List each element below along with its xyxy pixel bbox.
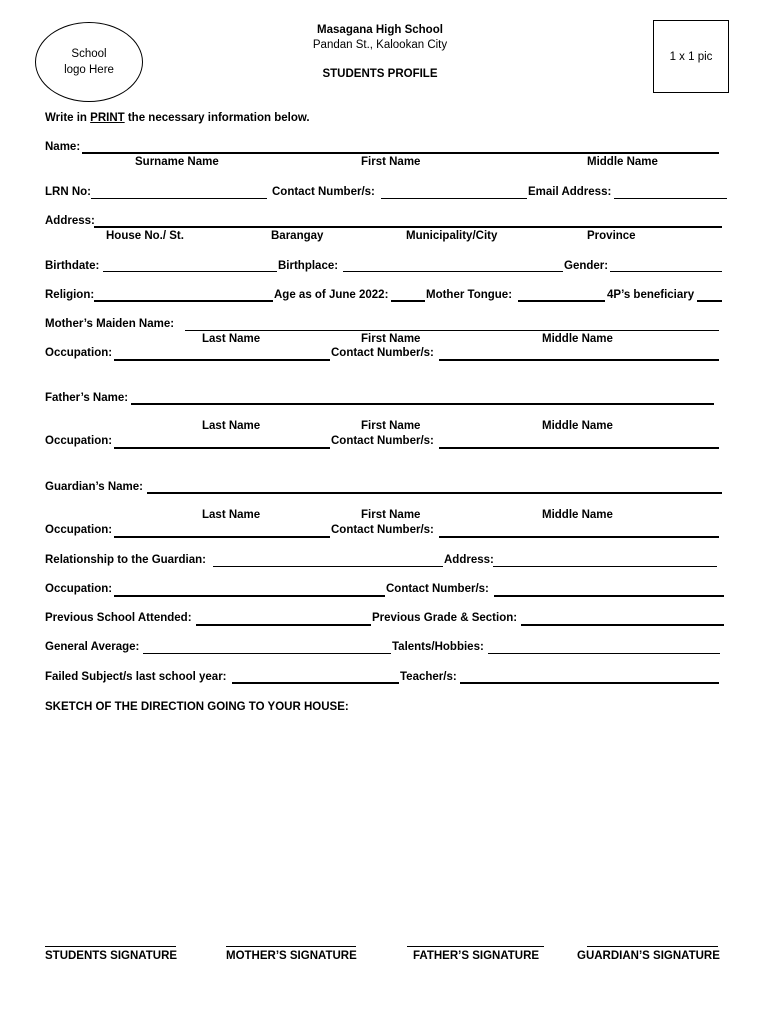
guardian-contact-field[interactable] xyxy=(439,536,719,538)
mother-name-field[interactable] xyxy=(185,330,719,331)
mother-contact-field[interactable] xyxy=(439,359,719,361)
relationship-label: Relationship to the Guardian: xyxy=(45,554,207,566)
age-field[interactable] xyxy=(391,300,425,302)
name-sub-first: First Name xyxy=(361,156,421,168)
occupation-field[interactable] xyxy=(114,595,385,597)
email-field[interactable] xyxy=(614,198,727,199)
school-address: Pandan St., Kalookan City xyxy=(312,39,448,51)
talents-label: Talents/Hobbies: xyxy=(392,641,484,653)
instruction-prefix: Write in xyxy=(45,112,91,124)
form-title: STUDENTS PROFILE xyxy=(322,68,438,80)
student-signature-label: STUDENTS SIGNATURE xyxy=(45,950,178,962)
address-sub-municipality: Municipality/City xyxy=(406,230,498,242)
father-name-field[interactable] xyxy=(131,403,714,405)
birthdate-field[interactable] xyxy=(103,271,277,272)
father-sub-last: Last Name xyxy=(202,420,261,432)
religion-field[interactable] xyxy=(94,300,273,302)
school-logo-placeholder xyxy=(35,22,143,102)
name-sub-middle: Middle Name xyxy=(587,156,658,168)
guardian-sub-middle: Middle Name xyxy=(542,509,613,521)
previous-school-label: Previous School Attended: xyxy=(45,612,192,624)
teacher-field[interactable] xyxy=(460,682,719,684)
mother-contact-label: Contact Number/s: xyxy=(331,347,434,359)
father-contact-label: Contact Number/s: xyxy=(331,435,434,447)
email-label: Email Address: xyxy=(528,186,612,198)
mother-signature-line[interactable] xyxy=(226,946,356,947)
sketch-label: SKETCH OF THE DIRECTION GOING TO YOUR HOUSE: xyxy=(45,701,349,713)
mother-tongue-label: Mother Tongue: xyxy=(426,289,513,301)
father-name-label: Father’s Name: xyxy=(45,392,129,404)
guardian-name-field[interactable] xyxy=(147,492,722,494)
father-signature-label: FATHER’S SIGNATURE xyxy=(413,950,540,962)
father-sub-first: First Name xyxy=(361,420,421,432)
contact-label: Contact Number/s: xyxy=(272,186,375,198)
student-signature-line[interactable] xyxy=(45,946,176,947)
address-field[interactable] xyxy=(94,226,722,228)
previous-grade-field[interactable] xyxy=(521,624,724,626)
mother-sub-middle: Middle Name xyxy=(542,333,613,345)
occupation-contact-label: Contact Number/s: xyxy=(386,583,489,595)
previous-grade-label: Previous Grade & Section: xyxy=(372,612,518,624)
religion-label: Religion: xyxy=(45,289,95,301)
age-label: Age as of June 2022: xyxy=(274,289,389,301)
previous-school-field[interactable] xyxy=(196,624,371,626)
guardian-name-label: Guardian’s Name: xyxy=(45,481,143,493)
guardian-sub-first: First Name xyxy=(361,509,421,521)
guardian-address-field[interactable] xyxy=(493,566,717,567)
mother-sub-first: First Name xyxy=(361,333,421,345)
general-average-label: General Average: xyxy=(45,641,140,653)
address-sub-house: House No./ St. xyxy=(106,230,184,242)
father-signature-line[interactable] xyxy=(407,946,544,947)
guardian-occupation-field[interactable] xyxy=(114,536,330,538)
guardian-address-label: Address: xyxy=(444,554,494,566)
guardian-occupation-label: Occupation: xyxy=(45,524,113,536)
mother-tongue-field[interactable] xyxy=(518,300,605,302)
mother-sub-last: Last Name xyxy=(202,333,261,345)
logo-text-line2: logo Here xyxy=(64,64,114,76)
mother-occupation-field[interactable] xyxy=(114,359,330,361)
birthdate-label: Birthdate: xyxy=(45,260,100,272)
contact-field[interactable] xyxy=(381,198,527,199)
mother-signature-label: MOTHER’S SIGNATURE xyxy=(226,950,357,962)
guardian-signature-line[interactable] xyxy=(587,946,718,947)
sketch-area[interactable] xyxy=(45,720,720,920)
gender-label: Gender: xyxy=(564,260,609,272)
instruction-emphasis: PRINT xyxy=(90,112,125,124)
failed-subject-field[interactable] xyxy=(232,682,399,684)
father-occupation-field[interactable] xyxy=(114,447,330,449)
name-sub-surname: Surname Name xyxy=(135,156,219,168)
photo-box-label: 1 x 1 pic xyxy=(669,50,713,63)
mother-occupation-label: Occupation: xyxy=(45,347,113,359)
teacher-label: Teacher/s: xyxy=(400,671,457,683)
father-occupation-label: Occupation: xyxy=(45,435,113,447)
father-sub-middle: Middle Name xyxy=(542,420,613,432)
photo-box xyxy=(653,20,729,93)
fourps-field[interactable] xyxy=(697,300,722,302)
lrn-label: LRN No: xyxy=(45,186,91,198)
school-name: Masagana High School xyxy=(317,24,443,36)
mother-name-label: Mother’s Maiden Name: xyxy=(45,318,175,330)
guardian-signature-label: GUARDIAN’S SIGNATURE xyxy=(577,950,720,962)
birthplace-label: Birthplace: xyxy=(278,260,339,272)
gender-field[interactable] xyxy=(610,271,722,272)
talents-field[interactable] xyxy=(488,653,720,654)
guardian-sub-last: Last Name xyxy=(202,509,261,521)
name-field[interactable] xyxy=(82,152,719,154)
general-average-field[interactable] xyxy=(143,653,391,654)
logo-text-line1: School xyxy=(71,48,107,60)
name-label: Name: xyxy=(45,141,81,153)
lrn-field[interactable] xyxy=(91,198,267,199)
occupation-label: Occupation: xyxy=(45,583,113,595)
address-sub-province: Province xyxy=(587,230,636,242)
guardian-contact-label: Contact Number/s: xyxy=(331,524,434,536)
failed-subject-label: Failed Subject/s last school year: xyxy=(45,671,227,683)
birthplace-field[interactable] xyxy=(343,271,563,272)
relationship-field[interactable] xyxy=(213,566,443,567)
occupation-contact-field[interactable] xyxy=(494,595,724,597)
father-contact-field[interactable] xyxy=(439,447,719,449)
fourps-label: 4P’s beneficiary xyxy=(607,289,695,301)
instruction-suffix: the necessary information below. xyxy=(124,112,310,124)
address-sub-barangay: Barangay xyxy=(271,230,324,242)
address-label: Address: xyxy=(45,215,95,227)
instruction xyxy=(45,112,310,124)
